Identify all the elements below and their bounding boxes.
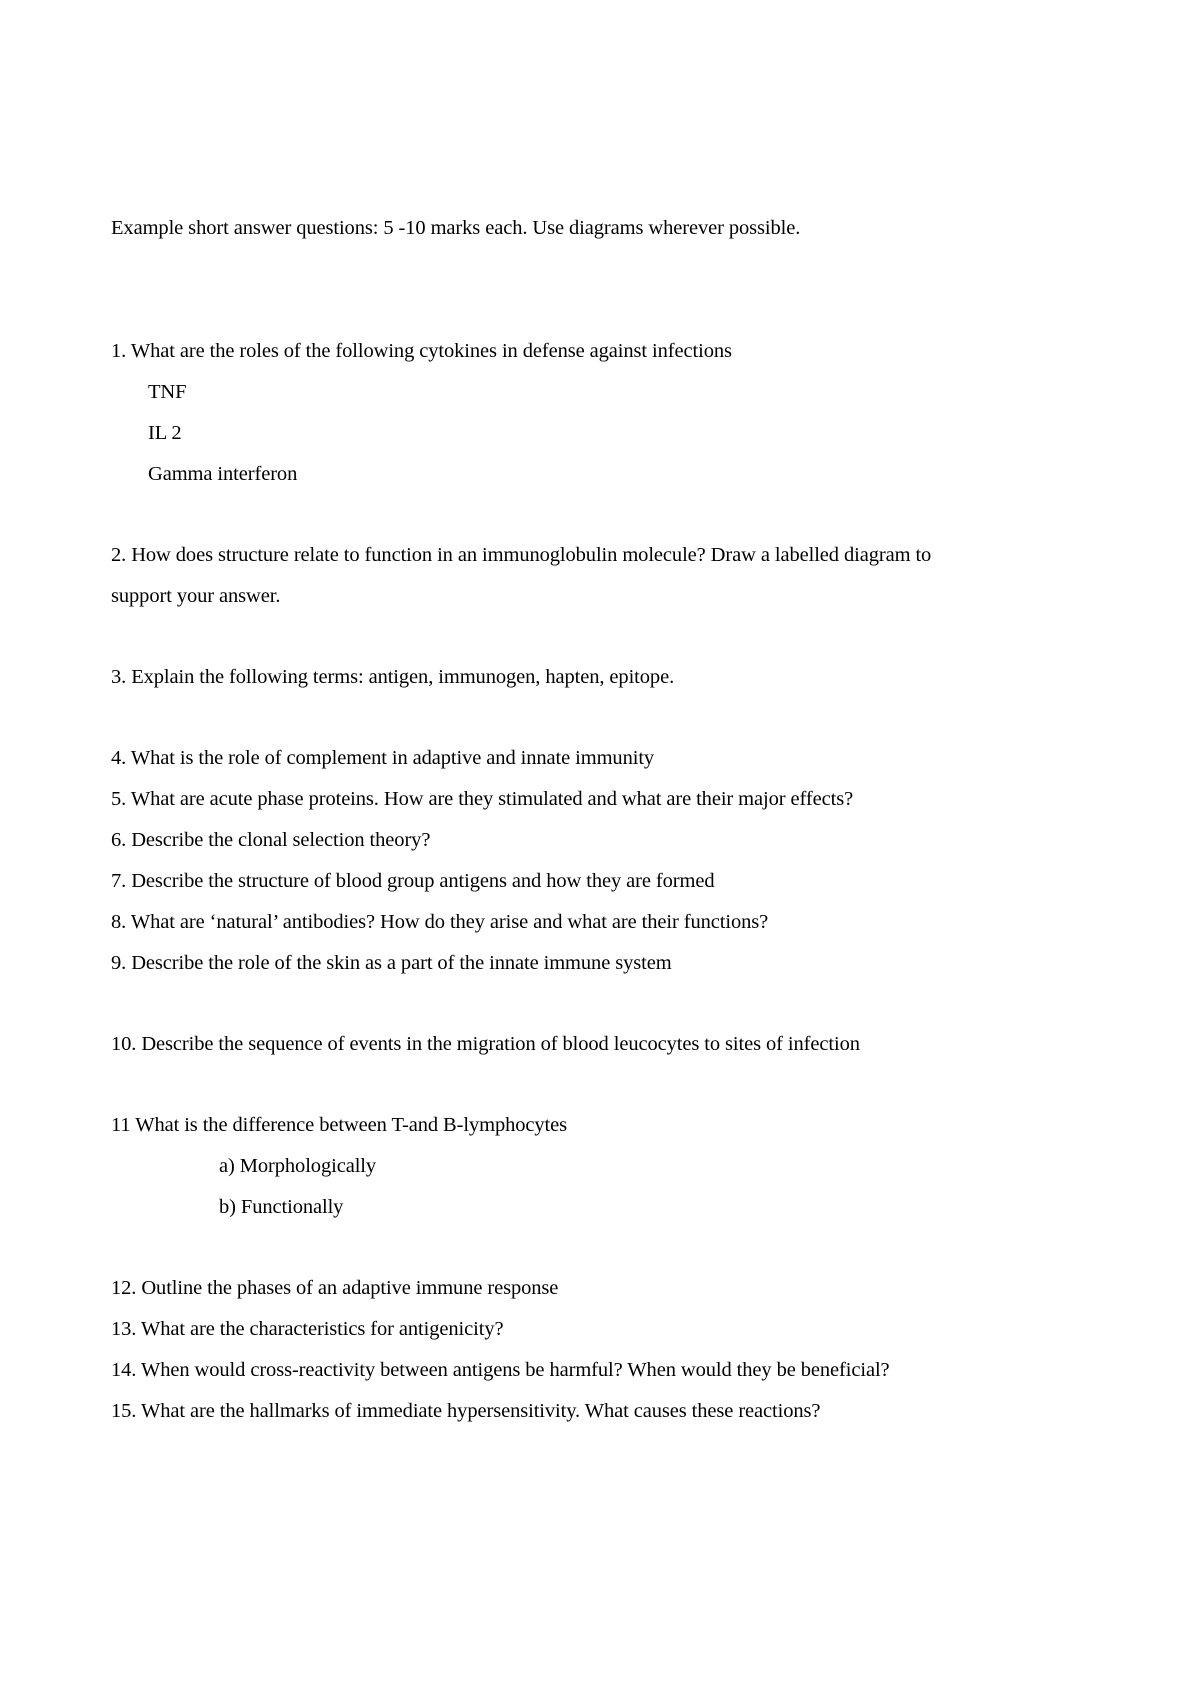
question-2-line-1: 2. How does structure relate to function in an immunoglobulin molecule? Draw a labelled diagram to [111,544,932,566]
question-1-item-gamma-interferon: Gamma interferon [148,463,298,485]
question-13: 13. What are the characteristics for antigenicity? [111,1318,504,1340]
question-6: 6. Describe the clonal selection theory? [111,829,431,851]
question-2-line-2: support your answer. [111,585,281,607]
question-1-item-tnf: TNF [148,381,187,403]
intro-instructions: Example short answer questions: 5 -10 marks each. Use diagrams wherever possible. [111,217,801,239]
question-12: 12. Outline the phases of an adaptive immune response [111,1277,559,1299]
question-1-item-il2: IL 2 [148,422,182,444]
question-1: 1. What are the roles of the following cytokines in defense against infections [111,340,732,362]
question-14: 14. When would cross-reactivity between antigens be harmful? When would they be beneficial? [111,1359,890,1381]
question-7: 7. Describe the structure of blood group antigens and how they are formed [111,870,715,892]
question-11-item-a: a) Morphologically [219,1155,377,1177]
question-3: 3. Explain the following terms: antigen, immunogen, hapten, epitope. [111,666,675,688]
question-5: 5. What are acute phase proteins. How are they stimulated and what are their major effects? [111,788,854,810]
question-11-item-b: b) Functionally [219,1196,344,1218]
question-11: 11 What is the difference between T-and B-lymphocytes [111,1114,568,1136]
question-9: 9. Describe the role of the skin as a part of the innate immune system [111,952,672,974]
question-15: 15. What are the hallmarks of immediate hypersensitivity. What causes these reactions? [111,1400,821,1422]
question-8: 8. What are ‘natural’ antibodies? How do they arise and what are their functions? [111,911,769,933]
question-10: 10. Describe the sequence of events in the migration of blood leucocytes to sites of infection [111,1033,860,1055]
question-4: 4. What is the role of complement in adaptive and innate immunity [111,747,655,769]
